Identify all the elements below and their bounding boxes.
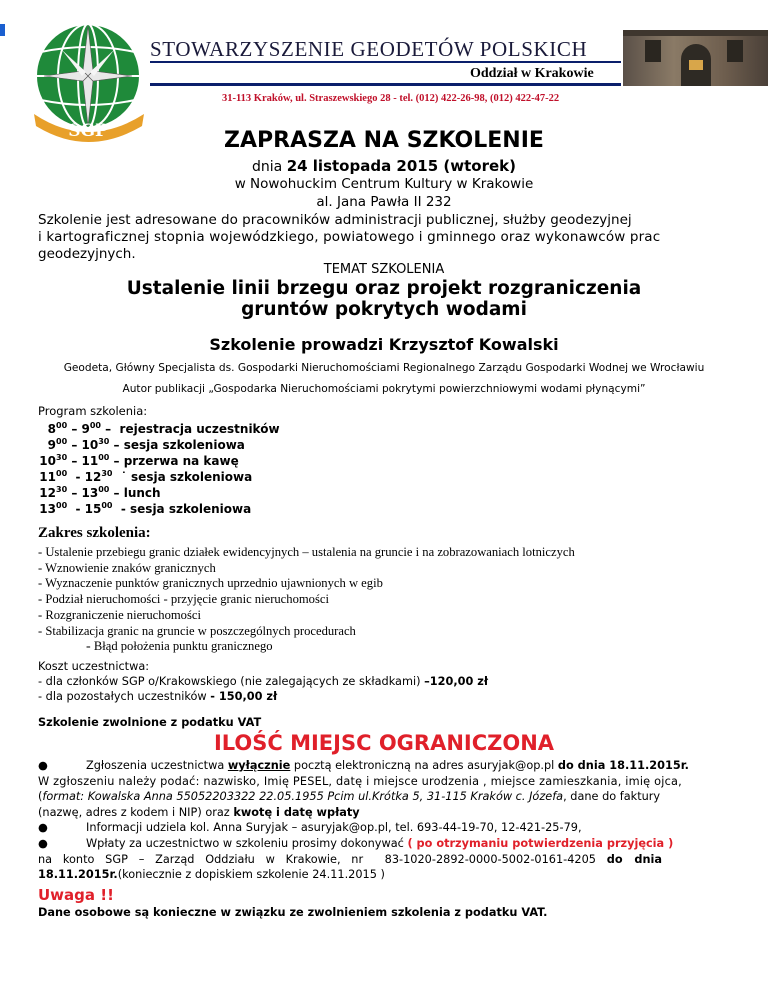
building-photo	[623, 30, 768, 86]
time-start-hour: 13	[39, 502, 56, 516]
topic-label: TEMAT SZKOLENIA	[323, 262, 445, 277]
registration-block	[38, 758, 732, 883]
program-desc: – rejestracja uczestników	[101, 422, 280, 436]
cost-others	[38, 690, 277, 703]
reg-l1-b: wyłącznie	[227, 759, 291, 772]
date-line	[0, 157, 768, 175]
program-item	[38, 453, 280, 469]
time-end-hour: 13	[81, 486, 99, 500]
reg-l6-b: ( po otrzymaniu potwierdzenia przyjęcia )	[407, 836, 674, 850]
time-end-min: 00	[101, 501, 113, 510]
reg-l1-a: Zgłoszenia uczestnictwa	[86, 759, 228, 772]
header-rule	[150, 61, 621, 63]
reg-l5: Informacji udziela kol. Anna Suryjak – asuryjak@op.pl, tel. 693-44-19-70, 12-421-25-79,	[86, 821, 582, 835]
time-start-min: 00	[56, 469, 68, 478]
scope-sub-dash: -	[86, 639, 91, 655]
topic-line-1: Ustalenie linii brzegu oraz projekt rozgraniczenia	[126, 278, 642, 299]
reg-l4-a: (nazwę, adres z kodem i NIP) oraz	[38, 805, 234, 819]
cost-others-price: - 150,00 zł	[210, 690, 278, 703]
bullet-icon: ●	[38, 836, 48, 850]
audience-line-3: geodezyjnych.	[38, 246, 136, 262]
sgp-logo	[28, 18, 150, 146]
reg-l8-a: 18.11.2015r.	[38, 868, 118, 882]
time-end-hour: 9	[81, 422, 90, 436]
time-sep: –	[67, 454, 82, 468]
time-start-hour: 10	[39, 454, 56, 468]
time-sep: –	[67, 438, 82, 452]
reg-l3-a: (	[38, 790, 43, 804]
scope-item: - Wyznaczenie punktów granicznych uprzednio ujawnionych w egib	[38, 576, 383, 591]
branch-name: Oddział w Krakowie	[470, 66, 594, 81]
vat-note: Szkolenie zwolnione z podatku VAT	[38, 716, 262, 729]
reg-line-4	[38, 805, 732, 821]
program-desc: – sesja szkoleniowa	[109, 438, 245, 452]
reg-l7-b: do dnia	[606, 852, 663, 866]
bullet-icon: ●	[38, 821, 48, 835]
header-rule-2	[150, 83, 621, 86]
logo-text: SGP	[68, 121, 108, 141]
time-end-min: 00	[98, 453, 110, 462]
reg-l3-b: format: Kowalska Anna 55052203322 22.05.1955 Pcim ul.Krótka 5, 31-115 Kraków c. Józefa	[42, 790, 564, 804]
reg-line-8	[38, 867, 732, 883]
time-end-hour: 12	[84, 470, 102, 484]
trainer-author: Autor publikacji „Gospodarka Nieruchomościami pokrytymi powierzchniowymi wodami płynącymi”	[122, 383, 646, 395]
program-desc: – przerwa na kawę	[109, 454, 239, 468]
cost-others-text: - dla pozostałych uczestników	[38, 690, 211, 703]
reg-l3-c: , dane do faktury	[563, 790, 661, 804]
reg-l7-a: na konto SGP – Zarząd Oddziału w Krakowie, nr 83-1020-2892-0000-5002-0161-4205	[38, 852, 607, 866]
scope-item: - Ustalenie przebiegu granic działek ewidencyjnych – ustalenia na gruncie i na zobrazowaniach lotniczych	[38, 545, 575, 559]
corner-mark	[0, 24, 5, 36]
time-end-hour: 10	[81, 438, 99, 452]
address: 31-113 Kraków, ul. Straszewskiego 28 - tel. (012) 422-26-98, (012) 422-47-22	[222, 93, 560, 104]
time-end-min: 00	[98, 485, 110, 494]
limited-seats: ILOŚĆ MIEJSC OGRANICZONA	[213, 731, 555, 755]
time-start-min: 30	[56, 453, 68, 462]
reg-line-5	[38, 820, 732, 836]
reg-l6-a: Wpłaty za uczestnictwo w szkoleniu prosimy dokonywać	[86, 836, 408, 850]
program-item	[38, 501, 280, 517]
time-end-hour: 11	[81, 454, 99, 468]
time-start-hour: 12	[39, 486, 56, 500]
reg-line-1	[38, 758, 732, 774]
time-start-min: 00	[56, 421, 68, 430]
program-desc: – lunch	[109, 486, 161, 500]
warning-text: Dane osobowe są konieczne w związku ze zwolnieniem szkolenia z podatku VAT.	[38, 906, 548, 919]
time-end-min: 30	[101, 469, 113, 478]
time-end-min: 00	[89, 421, 101, 430]
reg-line-3	[38, 789, 732, 805]
scope-item: - Rozgraniczenie nieruchomości	[38, 607, 201, 622]
program-item	[38, 469, 280, 485]
program-desc: ˙ sesja szkoleniowa	[112, 470, 253, 484]
time-sep: -	[67, 470, 85, 484]
reg-line-7	[38, 852, 732, 868]
program-item	[38, 485, 280, 501]
topic-line-2: gruntów pokrytych wodami	[241, 299, 527, 320]
program-desc: - sesja szkoleniowa	[112, 502, 252, 516]
scope-item: - Podział nieruchomości - przyjęcie granic nieruchomości	[38, 592, 329, 607]
scope-list	[38, 545, 575, 655]
scope-heading: Zakres szkolenia:	[38, 525, 151, 541]
audience-line-2: i kartograficznej stopnia wojewódzkiego, powiatowego i gminnego oraz wykonawców prac	[38, 229, 661, 245]
org-name: STOWARZYSZENIE GEODETÓW POLSKICH	[150, 37, 588, 61]
reg-l8-b: (koniecznie z dopiskiem szkolenie 24.11.2015 )	[117, 868, 385, 882]
time-end-hour: 15	[84, 502, 102, 516]
street: al. Jana Pawła II 232	[316, 194, 452, 210]
trainer-role: Geodeta, Główny Specjalista ds. Gospodarki Nieruchomościami Regionalnego Zarządu Gospodarki Wodnej we Wrocławiu	[63, 362, 705, 374]
date-prefix: dnia	[252, 159, 283, 175]
trainer-heading: Szkolenie prowadzi Krzysztof Kowalski	[209, 335, 559, 354]
time-start-hour: 9	[47, 438, 56, 452]
time-sep: –	[67, 486, 82, 500]
warning-title: Uwaga !!	[38, 886, 114, 904]
bullet-icon: ●	[38, 759, 48, 772]
program-item	[38, 421, 280, 437]
time-sep: -	[67, 502, 85, 516]
reg-l4-b: kwotę i datę wpłaty	[233, 805, 360, 819]
cost-members-text: - dla członków SGP o/Krakowskiego (nie zalegających ze składkami)	[38, 675, 425, 688]
program-list	[38, 421, 280, 517]
reg-l1-c: pocztą elektroniczną na adres asuryjak@op.pl	[290, 759, 558, 772]
scope-sub-item	[38, 639, 575, 655]
time-start-min: 00	[56, 501, 68, 510]
time-start-min: 30	[56, 485, 68, 494]
program-item	[38, 437, 280, 453]
time-end-min: 30	[98, 437, 110, 446]
reg-line-6	[38, 836, 732, 852]
time-start-hour: 8	[47, 422, 56, 436]
time-sep: –	[67, 422, 82, 436]
scope-item: - Stabilizacja granic na gruncie w poszczególnych procedurach	[38, 623, 356, 638]
cost-label: Koszt uczestnictwa:	[38, 660, 150, 673]
reg-l1-d: do dnia 18.11.2015r.	[557, 759, 689, 772]
venue: w Nowohuckim Centrum Kultury w Krakowie	[234, 176, 534, 192]
program-label: Program szkolenia:	[38, 404, 148, 418]
cost-members	[38, 675, 488, 688]
time-start-hour: 11	[39, 470, 56, 484]
cost-members-price: –120,00 zł	[424, 675, 489, 688]
training-date: 24 listopada 2015 (wtorek)	[286, 157, 516, 175]
audience-line-1: Szkolenie jest adresowane do pracowników administracji publicznej, służby geodezyjnej	[38, 212, 632, 228]
time-start-min: 00	[56, 437, 68, 446]
invite-title: ZAPRASZA NA SZKOLENIE	[224, 128, 544, 153]
scope-item: - Wznowienie znaków granicznych	[38, 560, 216, 575]
scope-sub-text: Błąd położenia punktu granicznego	[93, 639, 273, 654]
reg-line-2: W zgłoszeniu należy podać: nazwisko, Imię PESEL, datę i miejsce urodzenia , miejsce zamieszkania, imię ojca,	[38, 774, 682, 788]
